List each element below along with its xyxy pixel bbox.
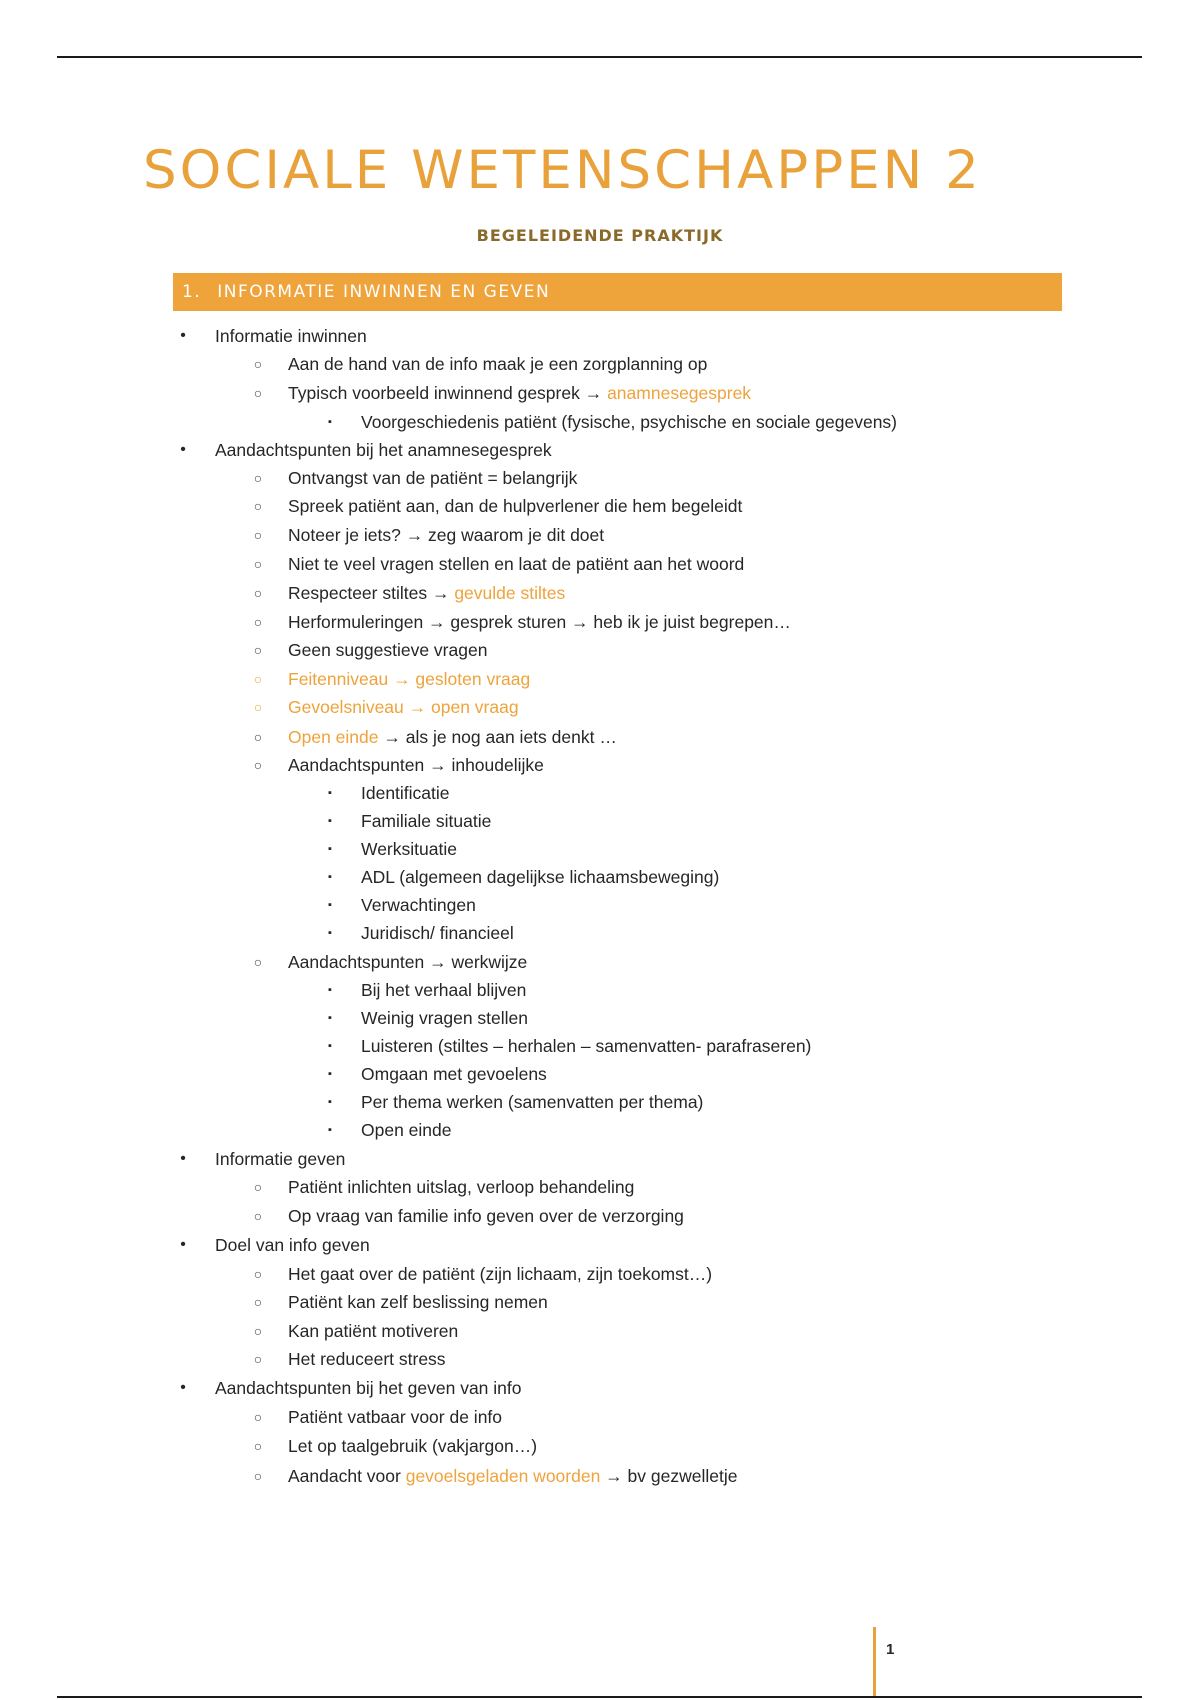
list-item-text — [288, 1345, 446, 1373]
square-bullet-icon: ▪ — [328, 1124, 332, 1136]
text-segment: Op vraag van familie info geven over de verzorging — [288, 1206, 684, 1226]
circle-bullet-icon: ○ — [253, 1323, 263, 1339]
text-segment: Het gaat over de patiënt (zijn lichaam, zijn toekomst…) — [288, 1264, 713, 1284]
text-segment: Aandachtspunten → inhoudelijke — [288, 755, 544, 775]
square-bullet-icon: ▪ — [328, 1040, 332, 1052]
highlighted-text: anamnesegesprek — [607, 383, 752, 403]
text-segment: → bv gezwelletje — [600, 1466, 738, 1486]
text-segment: Aandachtspunten bij het geven van info — [215, 1378, 522, 1398]
circle-bullet-icon: ○ — [253, 1438, 263, 1454]
text-segment: Typisch voorbeeld inwinnend gesprek → — [288, 383, 608, 403]
circle-bullet-icon: ○ — [253, 699, 263, 715]
text-segment: Aandacht voor — [288, 1466, 406, 1486]
list-item-text — [288, 665, 530, 693]
page-number: 1 — [886, 1641, 895, 1658]
square-bullet-icon: ▪ — [328, 815, 332, 827]
list-item-text — [288, 492, 742, 520]
square-bullet-icon: ▪ — [328, 843, 332, 855]
list-item-text — [361, 1116, 452, 1144]
list-item-text — [215, 1231, 370, 1259]
list-item-text — [215, 436, 552, 464]
list-item-text — [288, 723, 617, 751]
square-bullet-icon: ▪ — [328, 899, 332, 911]
list-item-text — [288, 379, 751, 407]
text-segment: Open einde — [361, 1120, 452, 1140]
list-item-text — [288, 579, 565, 607]
list-item-text — [288, 1317, 458, 1345]
square-bullet-icon: ▪ — [328, 787, 332, 799]
list-item-text — [361, 835, 457, 863]
footer-rule — [57, 1696, 1142, 1698]
square-bullet-icon: ▪ — [328, 1068, 332, 1080]
list-item-text — [288, 948, 527, 976]
text-segment: Bij het verhaal blijven — [361, 980, 527, 1000]
list-item-text — [215, 322, 367, 350]
circle-bullet-icon: ○ — [253, 954, 263, 970]
text-segment: Respecteer stiltes → — [288, 583, 455, 603]
text-segment: Werksituatie — [361, 839, 457, 859]
circle-bullet-icon: ○ — [253, 1409, 263, 1425]
text-segment: Informatie inwinnen — [215, 326, 367, 346]
circle-bullet-icon: ○ — [253, 527, 263, 543]
list-item-text — [288, 751, 544, 779]
square-bullet-icon: ▪ — [328, 984, 332, 996]
square-bullet-icon: ▪ — [328, 927, 332, 939]
list-item-text — [288, 1202, 684, 1230]
circle-bullet-icon: ○ — [253, 1208, 263, 1224]
text-segment: Patiënt vatbaar voor de info — [288, 1407, 503, 1427]
list-item-text — [361, 976, 526, 1004]
text-segment: Informatie geven — [215, 1149, 346, 1169]
list-item-text — [361, 779, 450, 807]
text-segment: Juridisch/ financieel — [361, 923, 514, 943]
document-title: SOCIALE WETENSCHAPPEN 2 — [143, 140, 982, 201]
text-segment: Patiënt kan zelf beslissing nemen — [288, 1292, 548, 1312]
list-item-text — [215, 1374, 521, 1402]
circle-bullet-icon: ○ — [253, 1179, 263, 1195]
list-item-text — [361, 1004, 528, 1032]
text-segment: Aandachtspunten bij het anamnesegesprek — [215, 440, 552, 460]
text-segment: Voorgeschiedenis patiënt (fysische, psychische en sociale gegevens) — [361, 412, 898, 432]
text-segment: Herformuleringen → gesprek sturen → heb ik je juist begrepen… — [288, 612, 791, 632]
circle-bullet-icon: ○ — [253, 1266, 263, 1282]
bullet-icon: • — [180, 441, 186, 458]
circle-bullet-icon: ○ — [253, 757, 263, 773]
text-segment: Luisteren (stiltes – herhalen – samenvatten- parafraseren) — [361, 1036, 812, 1056]
circle-bullet-icon: ○ — [253, 470, 263, 486]
text-segment: Familiale situatie — [361, 811, 492, 831]
list-item-text — [361, 1060, 547, 1088]
list-item-text — [288, 350, 707, 378]
square-bullet-icon: ▪ — [328, 1012, 332, 1024]
text-segment: Het reduceert stress — [288, 1349, 446, 1369]
text-segment: Kan patiënt motiveren — [288, 1321, 459, 1341]
list-item-text — [361, 1088, 703, 1116]
list-item-text — [361, 408, 897, 436]
circle-bullet-icon: ○ — [253, 356, 263, 372]
text-segment: Ontvangst van de patiënt = belangrijk — [288, 468, 578, 488]
text-segment: Patiënt inlichten uitslag, verloop behandeling — [288, 1177, 635, 1197]
bullet-icon: • — [180, 327, 186, 344]
circle-bullet-icon: ○ — [253, 1294, 263, 1310]
text-segment: Identificatie — [361, 783, 450, 803]
text-segment: Aandachtspunten → werkwijze — [288, 952, 528, 972]
section-number: 1. — [182, 282, 202, 302]
text-segment: Omgaan met gevoelens — [361, 1064, 547, 1084]
list-item-text — [288, 636, 487, 664]
list-item-text — [288, 550, 744, 578]
text-segment: Spreek patiënt aan, dan de hulpverlener die hem begeleidt — [288, 496, 743, 516]
list-item-text — [288, 693, 519, 721]
circle-bullet-icon: ○ — [253, 614, 263, 630]
circle-bullet-icon: ○ — [253, 556, 263, 572]
text-segment: Feitenniveau → gesloten vraag — [288, 669, 531, 689]
list-item-text — [361, 919, 514, 947]
text-segment: Geen suggestieve vragen — [288, 640, 488, 660]
list-item-text — [215, 1145, 345, 1173]
list-item-text — [361, 891, 476, 919]
text-segment: Verwachtingen — [361, 895, 476, 915]
circle-bullet-icon: ○ — [253, 671, 263, 687]
list-item-text — [288, 1260, 712, 1288]
circle-bullet-icon: ○ — [253, 585, 263, 601]
list-item-text — [288, 1462, 737, 1490]
section-title: INFORMATIE INWINNEN EN GEVEN — [217, 282, 551, 302]
square-bullet-icon: ▪ — [328, 1096, 332, 1108]
page-number-divider — [873, 1627, 876, 1697]
list-item-text — [288, 521, 604, 549]
square-bullet-icon: ▪ — [328, 871, 332, 883]
circle-bullet-icon: ○ — [253, 729, 263, 745]
text-segment: Let op taalgebruik (vakjargon…) — [288, 1436, 538, 1456]
highlighted-text: gevulde stiltes — [454, 583, 566, 603]
circle-bullet-icon: ○ — [253, 642, 263, 658]
text-segment: → als je nog aan iets denkt … — [378, 727, 617, 747]
document-subtitle: BEGELEIDENDE PRAKTIJK — [476, 226, 724, 245]
list-item-text — [361, 807, 491, 835]
text-segment: ADL (algemeen dagelijkse lichaamsbeweging) — [361, 867, 720, 887]
bullet-icon: • — [180, 1379, 186, 1396]
list-item-text — [361, 1032, 811, 1060]
highlighted-text: gevoelsgeladen woorden — [405, 1466, 601, 1486]
square-bullet-icon: ▪ — [328, 416, 332, 428]
circle-bullet-icon: ○ — [253, 1468, 263, 1484]
text-segment: Gevoelsniveau → open vraag — [288, 697, 519, 717]
text-segment: Doel van info geven — [215, 1235, 370, 1255]
list-item-text — [288, 1403, 502, 1431]
text-segment: Weinig vragen stellen — [361, 1008, 528, 1028]
list-item-text — [288, 1288, 548, 1316]
bullet-icon: • — [180, 1150, 186, 1167]
list-item-text — [288, 464, 577, 492]
text-segment: Aan de hand van de info maak je een zorgplanning op — [288, 354, 708, 374]
circle-bullet-icon: ○ — [253, 385, 263, 401]
circle-bullet-icon: ○ — [253, 1351, 263, 1367]
bullet-icon: • — [180, 1236, 186, 1253]
text-segment: Per thema werken (samenvatten per thema) — [361, 1092, 704, 1112]
text-segment: Noteer je iets? → zeg waarom je dit doet — [288, 525, 605, 545]
list-item-text — [361, 863, 719, 891]
list-item-text — [288, 608, 791, 636]
circle-bullet-icon: ○ — [253, 498, 263, 514]
text-segment: Niet te veel vragen stellen en laat de patiënt aan het woord — [288, 554, 745, 574]
list-item-text — [288, 1432, 537, 1460]
list-item-text — [288, 1173, 634, 1201]
highlighted-text: Open einde — [288, 727, 379, 747]
